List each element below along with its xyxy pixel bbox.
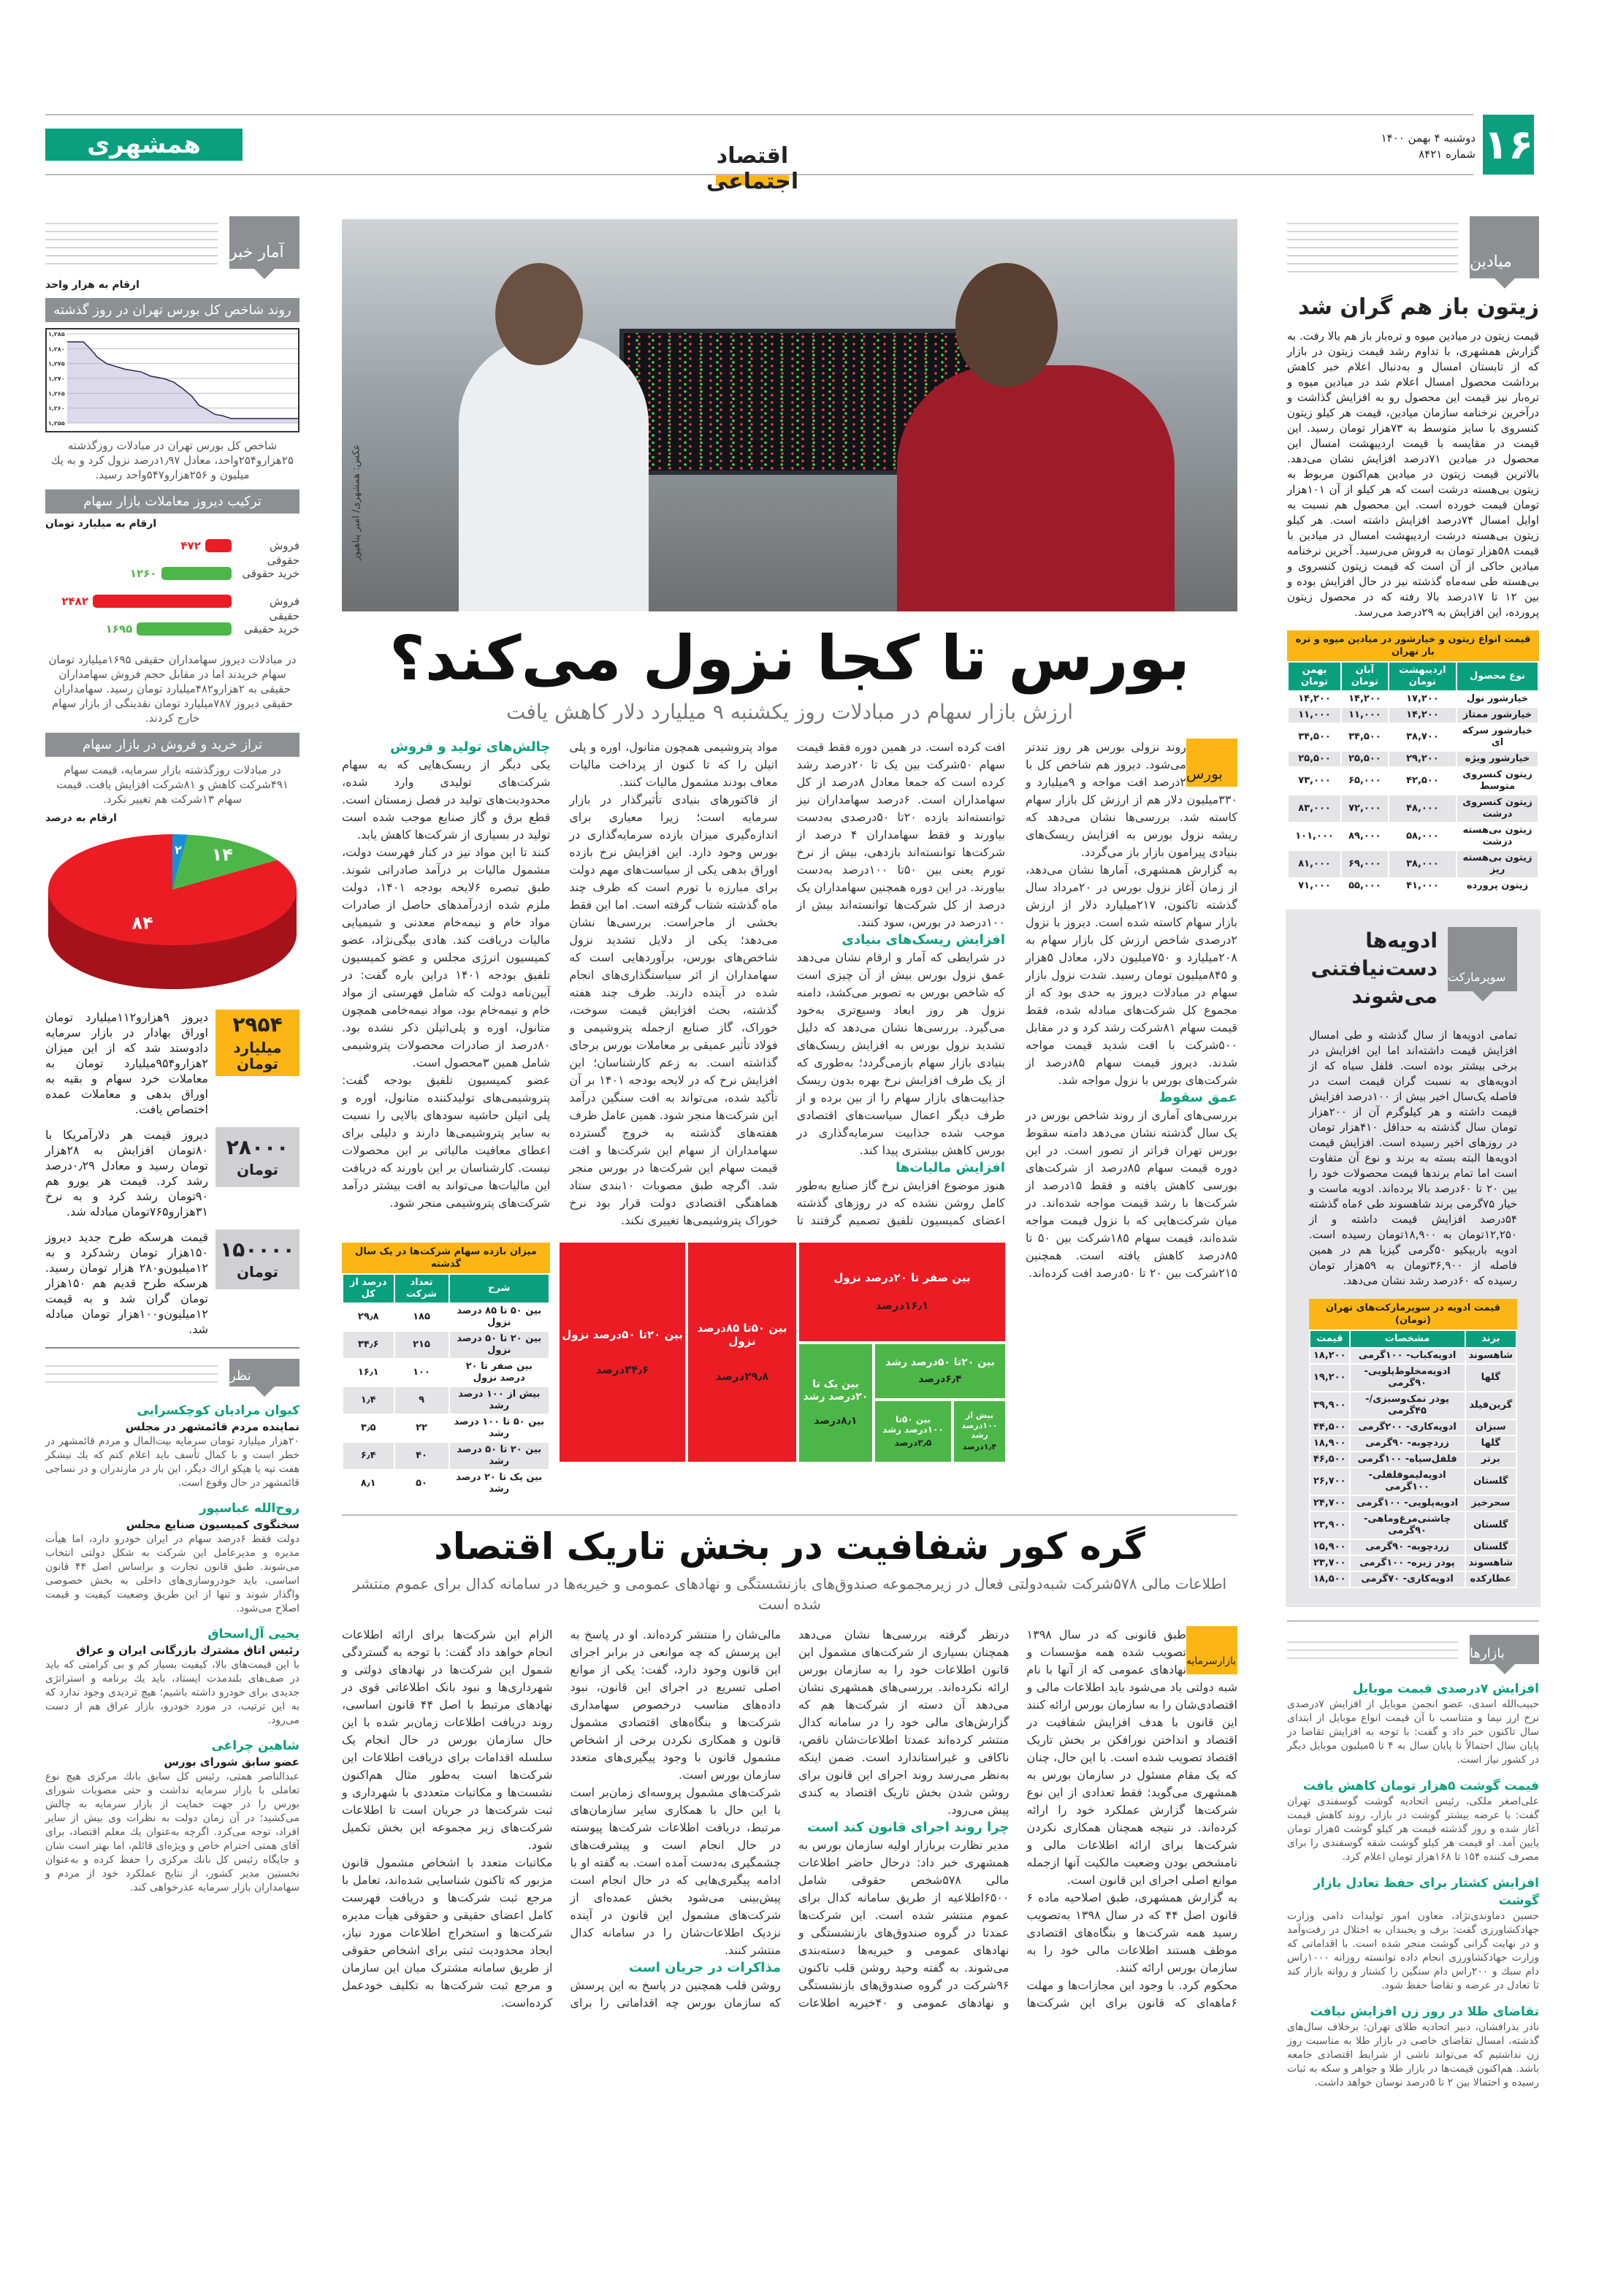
article-subheading: چرا روند اجرای قانون کند است	[807, 1819, 1009, 1835]
second-article-columns	[342, 1626, 1237, 2012]
photo-credit: عکس: همشهری/ امیر پناهپور	[351, 444, 362, 560]
y-tick-label: ۱,۲۶۰	[48, 405, 65, 412]
table-cell: ۱۸,۵۰۰	[1310, 1571, 1350, 1587]
table-cell: ۳۴٫۶	[343, 1331, 394, 1359]
market-news-item	[1287, 1874, 1539, 1993]
table-cell: ۸۱,۰۰۰	[1288, 850, 1341, 878]
table-cell: گرین‌فیلد	[1465, 1392, 1516, 1419]
market-news-text: نادر بذرافشان، دبیر اتحادیه طلای تهران: برخلاف سال‌های گذشته، امسال تقاضای خاصی در بازار طلا به مناسبت روز زن نداشتیم که می‌تواند ناشی از شرایط اقتصادی جامعه باشد. هم‌اکنون قیمت‌ها در بازار طلا و جواهر و سکه به ثبات رسیده و احتمالا بین ۲ تا ۵درصد نوسان خواهد داشت.	[1287, 2021, 1539, 2089]
table-row	[343, 1331, 549, 1359]
table-row	[1310, 1511, 1516, 1539]
table-title: میزان بازده سهام شرکت‌ها در یک سال گذشته	[342, 1243, 550, 1273]
column-header: نوع محصول	[1457, 662, 1538, 691]
table-row	[1288, 767, 1538, 795]
table-cell: ادویه‌کباب- ۱۰۰گرمی	[1350, 1348, 1465, 1364]
table-row	[1310, 1364, 1516, 1392]
table-cell: ۳۴,۵۰۰	[1288, 723, 1341, 751]
treemap-cell: بین صفر تا ۲۰درصد نزول ۱۶٫۱درصد	[799, 1243, 1005, 1341]
opinion-author: یحیی آل‌اسحاق	[207, 1627, 299, 1641]
column-header: تعداد شرکت	[394, 1274, 449, 1303]
article-subheading: افزایش ریسک‌های بنیادی	[841, 931, 1005, 947]
stat-text: دیروز ۹هزارو۱۱۲میلیارد تومان اوراق بهادار در بازار سرمایه دادوستد شد که از این میزان ۲هزارو۹۵۴میلیارد تومان به معاملات خرد سهام و بقیه به اوراق بدهی و معاملات عمده اختصاص یافت.	[45, 1010, 208, 1116]
bar-value-label: ۲۴۸۲	[61, 595, 88, 608]
table-cell: عطارکده	[1465, 1571, 1516, 1587]
trades-bar-chart	[45, 533, 299, 647]
table-row	[1310, 1571, 1516, 1587]
table-cell: ۸۳,۰۰۰	[1288, 795, 1341, 823]
table-cell: بین ۲۰ تا ۵۰ درصد نزول	[449, 1331, 549, 1359]
trades-unit-note: ارقام به میلیارد تومان	[45, 518, 157, 530]
table-cell: ادویه‌کاری- ۷۰گرمی	[1350, 1571, 1465, 1587]
table-cell: ۴۲,۵۰۰	[1389, 767, 1457, 795]
table-row	[1288, 878, 1538, 894]
column-header: آبان تومان	[1341, 662, 1389, 691]
table-row	[1288, 691, 1538, 707]
table-cell: بین ۵۰ تا ۱۰۰ درصد رشد	[449, 1414, 549, 1442]
table-cell: ۲۴,۷۰۰	[1310, 1495, 1350, 1511]
opinion-text: عبدالناصر همتی، رئیس کل سابق بانك مرکزی هیچ نوع تعاملی با بازار سرمایه نداشت و حتی مصوبات شورای بورس را در جهت حمایت از بازار سرمایه به چالش می‌کشید؛ در آن زمان دولت به نظرات وی بیش از سایر افراد، توجه می‌کرد. اگرچه به‌عنوان یك معلم اقتصاد، برای آقای همتی احترام خاص و ویژه‌ای قائلم، اما بهتر است شان و جایگاه رئیس کل بانك مرکزی را حفظ کرده و به‌عنوان نخستین مدیر کشور، از نتایج عملکرد خود از مردم و سهامداران بازار سرمایه عذرخواهی کند.	[45, 1771, 299, 1893]
table-row	[1288, 850, 1538, 878]
second-headline: گره کور شفافیت در بخش تاریک اقتصاد	[434, 1525, 1145, 1568]
y-tick-label: ۱,۲۵۵	[48, 420, 65, 427]
table-cell: گلستان	[1465, 1468, 1516, 1495]
table-cell: پودر نمک‌وسبزی/- ۴۵گرمی	[1350, 1392, 1465, 1419]
opinion-item	[45, 1738, 299, 1895]
table-cell: شاهسوند	[1465, 1348, 1516, 1364]
opinion-author: شاهین چراغی	[211, 1739, 299, 1753]
table-cell: ۶۵,۰۰۰	[1341, 767, 1389, 795]
table-cell: ۱۵,۹۰۰	[1310, 1539, 1350, 1555]
treemap-cell: بین ۲۰تا ۵۰درصد نزول ۳۴٫۶درصد	[560, 1243, 685, 1462]
issue-date: دوشنبه ۴ بهمن ۱۴۰۰	[1381, 131, 1476, 145]
middle-column	[342, 219, 1237, 2012]
treemap-cell: بین یک تا ۲۰درصد رشد ۸٫۱درصد	[799, 1344, 872, 1462]
market-news-title: تقاضای طلا در روز زن افزایش نیافت	[1310, 2005, 1539, 2019]
table-cell: زردچوبه- ۹۰گرمی	[1350, 1539, 1465, 1555]
bar-category-label: فروش حقیقی	[269, 595, 299, 622]
table-cell: برتر	[1465, 1452, 1516, 1468]
article-paragraph: روشن قلب همچنین در پاسخ به این پرسش که سازمان بورس چه اقداماتی را برای الزام این شرکت‌ها برای ارائه اطلاعات انجام خواهد داد گفت: با توجه به گستردگی شمول این شرکت‌ها در نهادهای دولتی و شهرداری‌ها و نبود بانک اطلاعاتی قوی در نهادهای مرتبط با اصل ۴۴ قانون اساسی، روند دریافت اطلاعات زمان‌بر شده با این حال سازمان بورس در حال انجام یک سلسله اقدامات برای دریافت اطلاعات این شرکت‌ها است به‌طور مثال هم‌اکنون نشست‌ها و مکاتبات متعددی با شهرداری و ثبت شرکت‌ها در جریان است تا اطلاعات شرکت‌های زیر مجموعه این بخش تکمیل شود.	[342, 1627, 781, 2010]
table-cell: سحرخیز	[1465, 1495, 1516, 1511]
returns-treemap	[560, 1243, 1005, 1462]
y-tick-label: ۱,۲۸۵	[48, 331, 65, 337]
table-row	[343, 1414, 549, 1442]
table-cell: ۸۹,۰۰۰	[1341, 823, 1389, 850]
table-cell: ادویه‌لیموفلفلی- ۱۰۰گرمی	[1350, 1468, 1465, 1495]
article-paragraph: طبق قانونی که در سال ۱۳۹۸ تصویب شده همه مؤسسات و نهادهای عمومی که از آنها با نام شبه دولتی یاد می‌شود باید اطلاعات مالی و اقتصادی‌شان را به سازمان بورس ارائه کنند این قانون با هدف افزایش شفافیت در اقتصاد و انداختن نورافکن بر بخش تاریک اقتصاد تصویب شده است. با این حال، چنان که یک مقام مسئول در سازمان بورس به همشهری می‌گوید: فقط تعدادی از این نوع شرکت‌ها گزارش عملکرد خود را ارائه کرده‌اند. در نتیجه همچنان همکاری نکردن شرکت‌ها برای ارائه اطلاعات مالی و نامشخص بودن وضعیت مالکیت آنها ازجمله موانع اصلی اجرای این قانون است.	[1026, 1627, 1237, 1887]
article-paragraph: به گزارش همشهری، آمارها نشان می‌دهد، از زمان آغاز نزول بورس در ۲۰مرداد سال گذشته تاکنون، ۲۱۷میلیارد دلار از ارزش بازار سهام کاسته شده است. دیروز با نزول ۲درصدی شاخص ارزش کل بازار سهام به ۲۰۸میلیارد و ۷۵۰میلیون دلار، معادل ۵هزار و ۸۴۵میلیون تومان رسید. شدت نزول بازار سهام در مبادلات دیروز به حدی بود که از مجموع کل شرکت‌های مبادله شده، فقط قیمت سهام ۸۱شرکت رشد کرد و در مقابل ۵۰۰شرکت با افت شدید قیمت مواجه شدند. دیروز قیمت سهام ۸۵درصد از شرکت‌های بورس با نزول مواجه شد.	[1026, 862, 1238, 1087]
table-row	[343, 1303, 549, 1331]
section-tag-markets: بازارها	[1470, 1635, 1539, 1664]
balance-pie-chart	[45, 827, 299, 999]
opinion-role: عضو سابق شورای بورس	[164, 1755, 299, 1769]
table-cell: ۳٫۵	[343, 1414, 394, 1442]
bar	[93, 595, 232, 608]
bar-category-label: خرید حقوقی	[242, 567, 299, 580]
table-cell: ۲۹,۲۰۰	[1389, 751, 1457, 767]
section-tag-opinion: نظر	[229, 1359, 299, 1387]
trades-chart-caption: در مبادلات دیروز سهامداران حقیقی ۱۶۹۵میلیارد تومان سهام خریدند اما در مقابل حجم فروش سهامداران حقیقی به ۲هزارو۴۸۲میلیارد تومان رسید. سهامداران حقیقی دیروز ۷۸۷میلیارد تومان نقدینگی از بازار سهام خارج کردند.	[48, 653, 297, 725]
article-tag-bourse: بورس	[1186, 739, 1237, 787]
article-paragraph: از فاکتورهای بنیادی تأثیرگذار در بازار سرمایه است؛ زیرا معیاری برای اندازه‌گیری میزان بازده سرمایه‌گذاری در بورس وجود دارد. این افزایش نرخ بازده اوراق بدهی یکی از سیاست‌های مهم دولت برای مبارزه با تورم است که ظرف چند ماه گذشته شتاب گرفته است. اما این فقط بخشی از ماجراست. بررسی‌ها نشان می‌دهد؛ یکی از دلایل تشدید نزول شاخص‌های بورس، برآوردهایی است که سهامداران از اثر سیاستگذاری‌های انجام شده در آینده دارند. ظرف چند هفته گذشته، بحث افزایش قیمت سوخت، خوراک، گاز صنایع ازجمله پتروشیمی و فولاد تأثیر عمیقی بر معاملات بورس برجای گذاشته است. به زعم کارشناسان؛ این افزایش نرخ که در لایحه بودجه ۱۴۰۱ بر آن تأکید شده، می‌تواند به افت سنگین درآمد این شرکت‌ها منجر شود. همین عامل ظرف هفته‌های گذشته به خروج گسترده سهامداران از سهام این شرکت‌ها و افت قیمت سهام این شرکت‌ها در بورس منجر شد. اگرچه طبق مصوبات ۱۰بندی ستاد هماهنگی اقتصادی دولت قرار بود نرخ خوراک پتروشیمی‌ها تغییری نکند.	[569, 792, 778, 1227]
table-cell: چاشنی‌مرغ‌وماهی- ۹۰گرمی	[1350, 1511, 1465, 1539]
table-cell: سبزان	[1465, 1419, 1516, 1435]
treemap-cell: بین ۲۰تا ۵۰درصد رشد ۶٫۴درصد	[875, 1344, 1005, 1398]
treemap-cell: بین ۵۰تا ۸۵درصد نزول ۲۹٫۸درصد	[688, 1243, 796, 1462]
table-cell: ۷۱,۰۰۰	[1288, 878, 1341, 894]
column-header: مشخصات	[1350, 1330, 1465, 1348]
article-subheading: مذاکرات در جریان است	[628, 1959, 781, 1975]
table-cell: بیش از ۱۰۰ درصد رشد	[449, 1387, 549, 1414]
table-row	[1310, 1539, 1516, 1555]
table-row	[343, 1387, 549, 1414]
table-cell: ۱۸,۲۰۰	[1310, 1348, 1350, 1364]
article-paragraph: شرکت‌های مشمول پروسه‌ای زمان‌بر است با این حال با همکاری سایر سازمان‌های مرتبط، دریافت اطلاعات شرکت‌ها پیوسته در حال انجام است و پیشرفت‌های چشمگیری به‌دست آمده است. به گفته او با ادامه پیگیری‌هایی که در حال انجام است پیش‌بینی می‌شود بخش عمده‌ای از شرکت‌های مشمول این قانون در آینده نزدیک اطلاعات‌شان را در سامانه کدال منتشر کنند.	[570, 1785, 781, 1957]
table-cell: ۱۸,۹۰۰	[1310, 1435, 1350, 1452]
market-news-item	[1287, 1777, 1539, 1864]
article-paragraph: مدیر نظارت بربازار اولیه سازمان بورس به همشهری خبر داد: درحال حاضر اطلاعات مالی ۵۷۸شخص حقوقی شامل ۶۵۰۰اطلاعیه از طریق سامانه کدال برای عموم منتشر شده است. این شرکت‌ها عمدتا در گروه صندوق‌های بازنشستگی و نهادهای عمومی و خیریه‌ها دسته‌بندی می‌شوند. به گفته وحید روشن قلب تاکنون ۹۶شرکت در گروه صندوق‌های بازنشستگی و نهادهای عمومی و ۴۰خیریه اطلاعات مالی‌شان را منتشر کرده‌اند. او در پاسخ به این پرسش که چه موانعی در برابر اجرای این قانون وجود دارد، گفت: یکی از موانع اصلی تسریع در اجرای این قانون، نبود داده‌های مناسب درخصوص سهامداری شرکت‌ها و بنگاه‌های اقتصادی مشمول قانون و همکاری نکردن برخی از اشخاص مشمول قانون با وجود پیگیری‌های متعدد سازمان بورس است.	[570, 1627, 1009, 2010]
table-cell: بین صفر تا ۲۰ درصد نزول	[449, 1359, 549, 1387]
stat-highlight: ۱۵۰۰۰۰ تومان	[215, 1229, 299, 1289]
table-cell: ۶۹,۰۰۰	[1341, 850, 1389, 878]
stat-block	[45, 1010, 299, 1117]
market-news-text: حبیب‌الله اسدی، عضو انجمن موبایل از افزایش ۷درصدی نرخ ارز نیما و متناسب با آن قیمت انواع موبایل از ابتدای سال تاکنون خبر داد و گفت: با توجه به افزایش تقاضا در پایان سال احتمالاً تا پایان سال به ۴ تا ۵میلیون موبایل دیگر در کشور نیاز است.	[1287, 1698, 1540, 1766]
olive-article: قیمت زیتون در میادین میوه و تره‌بار باز هم بالا رفت. به گزارش همشهری، با تداوم رشد قیمت زیتون در بازار که از تابستان امسال و به‌دنبال اعلام خبر کاهش برداشت محصول امسال اعلام شد در میادین میوه و تره‌بار نیز قیمت این محصول رو به افزایش گذاشت و درآخرین نرخنامه سازمان میادین، قیمت هر کیلو زیتون کنسروی با سایز متوسط به ۷۳هزار تومان رسید. این قیمت در مقایسه با قیمت اردیبهشت امسال این محصول در میادین ۷۱درصد افزایش نشان می‌دهد. بالاترین قیمت زیتون در میادین هم‌اکنون مربوط به زیتون بی‌هسته درشت است که هر کیلو از آن ۱۰۱هزار تومان قیمت خورده است. این محصول هم نسبت به اوایل امسال ۷۴درصد افزایش داشته است. هر کیلو زیتون بی‌هسته درشت اردیبهشت امسال در میادین با قیمت ۵۸هزار تومان به فروش می‌رسید. آخرین نرخنامه میادین حاکی از آن است که قیمت زیتون کنسروی و بی‌هسته طی سه‌ماه گذشته نیز در حال افزایش بوده و بین ۱۲ تا ۱۷درصد بالا رفته که در محصول زیتون پرورده، این افزایش به ۲۹درصد می‌رسد.	[1287, 329, 1539, 619]
column-header: اردیبهشت تومان	[1389, 662, 1457, 691]
opinion-text: ۲۰هزار میلیارد تومان سرمایه بیت‌المال و مردم قائمشهر در خطر است و با کمال تأسف باید اعلام کنم که یك نیشکر هفت تپه یا هپکو اراك دیگر، این بار در مازندران و در نساجی قائمشهر در حال وقوع است.	[45, 1435, 299, 1489]
table-cell: پودر زیره- ۱۰۰گرمی	[1350, 1555, 1465, 1571]
table-row	[1288, 823, 1538, 850]
table-row	[1288, 795, 1538, 823]
opinion-item	[45, 1626, 299, 1728]
supermarket-box	[1286, 909, 1541, 1607]
bar-value-label: ۴۷۲	[180, 539, 201, 552]
article-paragraph: به گزارش همشهری، طبق اصلاحیه ماده ۶ قانون اصل ۴۴ که در سال ۱۳۹۸ به‌تصویب رسید همه شرکت‌ها و بنگاه‌های اقتصادی موظف هستند اطلاعات مالی خود را به سازمان بورس ارائه کنند.	[1026, 1890, 1237, 1975]
index-line-chart	[45, 328, 299, 432]
opinion-author: روح‌الله عباسپور	[199, 1501, 299, 1516]
stat-highlight: ۲۹۵۴ میلیارد تومان	[215, 1010, 299, 1076]
article-paragraph: در شرایطی که آمار و ارقام نشان می‌دهد عمق نزول بورس بیش از آن چیزی است که شاخص بورس به تصویر می‌کشد، دامنه نزول هر روز ابعاد وسیع‌تری به‌خود می‌گیرد. بررسی‌ها نشان می‌دهد که دلیل تشدید نزول بورس به افزایش ریسک‌های بنیادی بازار سهام بازمی‌گردد؛ به‌طوری که از یک طرف افزایش نرخ بهره بدون ریسک جذابیت‌های بازار سهام را از بین برده و از طرف دیگر اعمال سیاست‌های اقتصادی موجب شده جذابیت سرمایه‌گذاری در بورس کاهش بیشتری پیدا کند.	[796, 950, 1005, 1157]
table-cell: گلستان	[1465, 1511, 1516, 1539]
table-cell: زیتون کنسروی متوسط	[1457, 767, 1538, 795]
table-cell: ادویه‌کاری- ۲۰۰گرمی	[1350, 1419, 1465, 1435]
stat-block	[45, 1229, 299, 1337]
table-cell: ۱۴,۲۰۰	[1341, 691, 1389, 707]
table-cell: ۱۱,۰۰۰	[1288, 707, 1341, 723]
article-subheading: عمق سقوط	[1159, 1089, 1237, 1105]
article-paragraph: کنند تا این مواد نیز در کنار فهرست دولت، مشمول مالیات بر درآمد صادراتی شوند. طبق تبصره ۶لایحه بودجه ۱۴۰۱، دولت ملزم شده ازدرآمدهای حاصل از صادرات مواد خام و نیمه‌خام معدنی و شیمیایی مالیات دریافت کند. هادی بیگی‌نژاد، عضو کمیسیون انرژی مجلس و عضو کمیسیون تلفیق بودجه ۱۴۰۱ دراین باره گفت: در آیین‌نامه دولت که شامل فهرستی از مواد خام و نیمه‌خام بود، مواد نیمه‌خامی همچون متانول، اوره و پلی‌اتیلن ذکر نشده بود. ۸۰درصد از صادرات محصولات پتروشیمی شامل همین ۳محصول است.	[342, 844, 551, 1069]
table-cell: ۱۸۵	[394, 1303, 449, 1331]
table-row	[1310, 1419, 1516, 1435]
bar	[137, 622, 232, 636]
article-subheading: چالش‌های تولید و فروش	[390, 739, 551, 755]
table-cell: ۳۸,۰۰۰	[1389, 850, 1457, 878]
left-column	[45, 216, 299, 1905]
issue-number: شماره ۸۴۲۱	[1419, 148, 1476, 161]
newspaper-logo: همشهری	[45, 129, 243, 161]
table-row	[1288, 723, 1538, 751]
index-chart-title: روند شاخص کل بورس تهران در روز گذشته	[45, 298, 299, 322]
main-subheadline: ارزش بازار سهام در مبادلات روز یکشنبه ۹ میلیارد دلار کاهش یافت	[506, 699, 1073, 724]
table-cell: بین ۵۰ تا ۸۵ درصد نزول	[449, 1303, 549, 1331]
table-row	[1310, 1452, 1516, 1468]
bar-category-label: فروش حقوقی	[267, 539, 299, 567]
y-tick-label: ۱,۲۷۵	[48, 360, 65, 367]
table-cell: زیتون بی‌هسته درشت	[1457, 823, 1538, 850]
article-paragraph: عضو کمیسیون تلفیق بودجه گفت: پتروشیمی‌های تولیدکننده متانول، اوره و پلی اتیلن حاشیه سودهای بالایی را نسبت به سایر پتروشیمی‌ها دارند و دلیلی برای اعطای معافیت مالیاتی بر این محصولات نیست. کارشناسان بر این باورند که دریافت این مالیات‌ها می‌تواند به افت بیشتر درآمد شرکت‌های پتروشیمی منجر شود.	[342, 1072, 551, 1210]
table-row	[1310, 1555, 1516, 1571]
table-cell: زیتون بی‌هسته ریز	[1457, 850, 1538, 878]
table-cell: بین یک تا ۲۰ درصد رشد	[449, 1470, 549, 1498]
treemap-cell: بیش از ۱۰۰درصد رشد ۱٫۴درصد	[954, 1401, 1005, 1462]
page-number: ۱۶	[1483, 115, 1534, 175]
main-article	[342, 739, 1237, 1498]
y-tick-label: ۱,۲۷۰	[48, 375, 65, 382]
article-subheading: افزایش مالیات‌ها	[896, 1159, 1005, 1175]
table-cell: ۱۰۰	[394, 1359, 449, 1387]
table-row	[343, 1442, 549, 1470]
bar-value-label: ۱۶۹۵	[105, 622, 133, 636]
article-columns	[342, 739, 1005, 1229]
table-cell: ۶٫۴	[343, 1442, 394, 1470]
article-column	[1026, 739, 1237, 1282]
index-chart-caption: شاخص کل بورس تهران در مبادلات روزگذشته ۲۵هزارو۲۵۴واحد، معادل ۱٫۹۷درصد نزول کرد و به یك میلیون و ۲۵۶هزارو۵۴۷واحد رسید.	[51, 439, 294, 481]
table-cell: ۳۴,۵۰۰	[1341, 723, 1389, 751]
table-cell: گلها	[1465, 1435, 1516, 1452]
table-cell: ۱۷,۲۰۰	[1389, 691, 1457, 707]
table-row	[1288, 707, 1538, 723]
table-cell: فلفل‌سیاه- ۱۰۰گرمی	[1350, 1452, 1465, 1468]
table-cell: ۱۹,۲۰۰	[1310, 1364, 1350, 1392]
bar	[205, 539, 232, 552]
table-cell: ۱۱,۰۰۰	[1341, 707, 1389, 723]
table-cell: زیتون پرورده	[1457, 878, 1538, 894]
section-tag-squares: میادین	[1470, 216, 1539, 278]
table-cell: زردچوبه- ۹۰گرمی	[1350, 1435, 1465, 1452]
table-cell: ۲۹٫۸	[343, 1303, 394, 1331]
table-cell: ۸٫۱	[343, 1470, 394, 1498]
spice-headline: ادویه‌ها دست‌نیافتنی می‌شوند	[1310, 928, 1438, 1008]
article-paragraph: یکی دیگر از ریسک‌هایی که به سهام شرکت‌های تولیدی وارد شده، محدودیت‌های تولید در فصل زمستان است. قطع برق و گاز صنایع موجب شده است تولید در بسیاری از شرکت‌ها کاهش یابد.	[342, 757, 551, 842]
table-cell: خیارشور ممتاز	[1457, 707, 1538, 723]
opinion-list	[45, 1403, 299, 1895]
table-cell: زیتون کنسروی درشت	[1457, 795, 1538, 823]
table-cell: ۴۱,۰۰۰	[1389, 878, 1457, 894]
article-paragraph: مکاتبات متعدد با اشخاص مشمول قانون مزبور که تاکنون شناسایی شده‌اند، تعامل با مرجع ثبت شرکت‌ها و دریافت فهرست کامل اعضای حقیقی و حقوقی هیأت مدیره شرکت‌ها و استخراج اطلاعات مورد نیاز، ایجاد محدودیت ثبتی برای اشخاص حقوقی از طریق سامانه مشترک میان این سازمان و مرجع ثبت شرکت‌ها به تکلیف خودعمل کرده‌است.	[342, 1855, 553, 2010]
stat-text: قیمت هرسکه طرح جدید دیروز ۱۵۰هزار تومان رشدکرد و به ۱۲میلیون‌و۲۸۰ هزار تومان رسید. هرسکه طرح قدیم هم ۱۵۰هزار تومان گران شد و به قیمت ۱۲میلیون‌و۱۰۰هزار تومان مبادله شد.	[45, 1230, 208, 1336]
returns-table	[342, 1243, 550, 1498]
article-paragraph: افت کرده است. در همین دوره فقط قیمت سهام ۵۰شرکت بین یک تا ۲۰درصد رشد کرده است که جمعا معادل ۸درصد از کل سهامداران است. ۶درصد سهامداران نیز توانسته‌اند بازده ۲۰تا ۵۰درصدی به‌دست بیاورند و فقط سهامداران ۴ درصد از شرکت‌ها توانسته‌اند بازدهی، بیش از نرخ تورم یعنی بین ۵۰تا ۱۰۰درصد به‌دست بیاورند. در این دوره همچنین سهامداران یک درصد از کل شرکت‌ها توانسته‌اند بیش از ۱۰۰درصد در بورس، سود کنند.	[796, 739, 1006, 929]
table-row	[1310, 1348, 1516, 1364]
table-cell: ۷۳,۰۰۰	[1288, 767, 1341, 795]
column-header: برند	[1465, 1330, 1516, 1348]
table-cell: ۲۶,۷۰۰	[1310, 1468, 1350, 1495]
market-news-item	[1287, 1680, 1539, 1767]
column-header: درصد از کل	[343, 1274, 394, 1303]
table-cell: ۲۳,۷۰۰	[1310, 1555, 1350, 1571]
second-subheadline: اطلاعات مالی ۵۷۸شرکت شبه‌دولتی فعال در زیرمجموعه صندوق‌های بازنشستگی و نهادهای عمومی و خیریه‌ها در سامانه کدال برای عموم منتشر شده است	[352, 1574, 1227, 1613]
table-cell: ۵۸,۰۰۰	[1389, 823, 1457, 850]
olive-headline: زیتون باز هم گران شد	[1298, 294, 1539, 320]
trades-chart-title: ترکیب دیروز معاملات بازار سهام	[45, 489, 299, 514]
table-cell: خیارشور نول	[1457, 691, 1538, 707]
market-news-text: علی‌اصغر ملکی، رئیس اتحادیه گوشت گوسفندی تهران گفت: با عرضه بیشتر گوشت در بازار، روند کاهش قیمت آغاز شده و روز گذشته قیمت هر کیلو گوشت ۵هزار تومان پایین آمد. او قیمت هر کیلو گوشت شقه گوسفندی را برای مصرف کننده ۱۵۴ تا ۱۶۸هزار تومان اعلام کرد.	[1287, 1796, 1539, 1863]
article-paragraph: محکوم کرد. با وجود این مجازات‌ها و مهلت ۶ماهه‌ای که قانون برای این شرکت‌ها درنظر گرفته بررسی‌ها نشان می‌دهد همچنان بسیاری از شرکت‌های مشمول این قانون اطلاعات خود را به سازمان بورس ارائه نکرده‌اند. بررسی‌های همشهری نشان می‌دهد آن دسته از شرکت‌ها هم که گزارش‌های مالی خود را در سامانه کدال منتشر کرده‌اند عمدتا اطلاعات‌شان ناقص، ناکافی و غیراستاندارد است. ضمن اینکه به‌نظر می‌رسد روند اجرای این قانون برای روشن شدن بخش تاریک اقتصاد به کندی پیش می‌رود.	[798, 1627, 1237, 2010]
market-news-item	[1287, 2003, 1539, 2090]
table-cell: خیارشور ویژه	[1457, 751, 1538, 767]
article-paragraph: روند نزولی بورس هر روز تندتر می‌شود. دیروز هم شاخص کل با ۲درصد افت مواجه و ۹میلیارد و ۳۳۰میلیون دلار هم از ارزش کل بازار سهام کاسته شد. بررسی‌ها نشان می‌دهد که ریشه نزول بورس به افزایش ریسک‌های بنیادی پیرامون بازار باز می‌گردد.	[1026, 739, 1237, 859]
stock-exchange-photo	[342, 219, 1237, 611]
table-title: قیمت انواع زیتون و خیارشور در میادین میوه و تره بار تهران	[1287, 630, 1539, 661]
stat-text: دیروز قیمت هر دلارآمریکا با ۸۰تومان افزایش به ۲۸هزار تومان رسید و معادل ۰٫۲۹درصد رشد کرد. قیمت هر یورو هم ۹۰تومان رشد کرد و به نرخ ۳۱هزارو۷۶۵تومان مبادله شد.	[45, 1128, 208, 1218]
table-cell: ۱۴,۲۰۰	[1389, 707, 1457, 723]
table-cell: ۲۵,۵۰۰	[1341, 751, 1389, 767]
pie-slice-label: ۱۴	[211, 844, 233, 865]
pie-slice-label: ۸۴	[131, 912, 153, 934]
opinion-author: کیوان مرادیان کوچکسرایی	[137, 1403, 299, 1418]
table-cell: ۲۵,۵۰۰	[1288, 751, 1341, 767]
table-row	[1310, 1468, 1516, 1495]
table-row	[1288, 751, 1538, 767]
pie-slice-label: ۲	[175, 843, 182, 858]
column-header: شرح	[449, 1274, 549, 1303]
treemap-cell: بین ۵۰تا ۱۰۰درصد رشد ۳٫۵درصد	[875, 1401, 951, 1462]
table-cell: ۳۸,۷۰۰	[1389, 723, 1457, 751]
table-cell: شاهسوند	[1465, 1555, 1516, 1571]
table-cell: ۵۰	[394, 1470, 449, 1498]
y-tick-label: ۱,۲۶۵	[48, 390, 65, 397]
right-column	[1287, 216, 1539, 2100]
table-cell: ۴۴,۵۰۰	[1310, 1419, 1350, 1435]
table-cell: ۲۳,۹۰۰	[1310, 1511, 1350, 1539]
table-cell: گلها	[1465, 1364, 1516, 1392]
column-header: قیمت	[1310, 1330, 1350, 1348]
table-title: قیمت ادویه در سوپرمارکت‌های تهران (تومان)	[1309, 1299, 1517, 1330]
opinion-item	[45, 1403, 299, 1490]
opinion-role: سخنگوی کمیسیون صنایع مجلس	[126, 1518, 299, 1531]
section-tag-supermarket: سوپرمارکت	[1448, 927, 1517, 991]
table-row	[343, 1470, 549, 1498]
balance-chart-title: تراز خرید و فروش در بازار سهام	[45, 733, 299, 757]
column-header: بهمن تومان	[1288, 662, 1341, 691]
spice-article: تمامی ادویه‌ها از سال گذشته و طی امسال افزایش قیمت داشته‌اند اما این افزایش در برخی بیشتر بوده است. فلفل سیاه که از ادویه‌های به نسبت گران قیمت است در فاصله یک‌سال اخیر بیش از ۱۰۰درصد افزایش قیمت داشته و هر کیلوگرم آن از ۲۰۰هزار تومان سال گذشته به حداقل ۴۱۰هزار تومان در روزهای اخیر رسیده است. افزایش قیمت ادویه‌ها البته بسته به برند و نوع آن متفاوت است اما تمام برندها قیمت محصولات خود را بین ۲۰ تا ۶۰درصد بالا برده‌اند. ادویه ماست و خیار ۷۵گرمی برند شاهسوند طی ۶ماه گذشته ۵۴درصد افزایش قیمت داشته و از ۱۲,۲۵۰تومان به ۱۸,۹۰۰تومان رسیده است. ادویه باربیکیو ۵۰گرمی گیزیا هم در همین فاصله از ۳۶,۹۰۰تومان به ۵۹هزار تومان رسیده که ۶۰درصد رشد نشان می‌دهد.	[1309, 1029, 1518, 1287]
opinion-item	[45, 1500, 299, 1616]
table-row	[343, 1359, 549, 1387]
table-row	[1310, 1495, 1516, 1511]
olive-price-table	[1287, 630, 1539, 895]
table-row	[1310, 1392, 1516, 1419]
table-cell: ۷۲,۰۰۰	[1341, 795, 1389, 823]
table-cell: بین ۲۰ تا ۵۰ درصد رشد	[449, 1442, 549, 1470]
table-cell: ۴۶,۵۰۰	[1310, 1452, 1350, 1468]
chart-unit-note: ارقام به هزار واحد	[45, 279, 140, 291]
stat-block	[45, 1127, 299, 1219]
bar-value-label: ۱۲۶۰	[129, 567, 157, 580]
bar	[161, 567, 232, 580]
article-paragraph: بررسی‌های آماری از روند شاخص بورس در یک سال گذشته نشان می‌دهد دامنه سقوط بورس تهران فراتر از تصور است. در این دوره قیمت سهام ۸۵درصد از شرکت‌های بورسی کاهش یافته و فقط ۱۵درصد از شرکت‌ها با رشد قیمت مواجه شده‌اند. در میان شرکت‌هایی که با نزول قیمت مواجه شده‌اند، قیمت سهام ۱۸۵شرکت بین ۵۰ تا ۸۵درصد کاهش یافته است. همچنین ۲۱۵شرکت بین ۲۰ تا ۵۰درصد افت کرده‌اند.	[1026, 1107, 1238, 1280]
article-tag-capital-market: بازارسرمایه	[1186, 1626, 1237, 1674]
balance-chart-caption: در مبادلات روزگذشته بازار سرمایه، قیمت سهام ۴۹۱شرکت کاهش و ۸۱شرکت افزایش یافت. قیمت سهام ۱۳شرکت هم تغییر نکرد.	[56, 763, 289, 806]
table-cell: ۲۱۵	[394, 1331, 449, 1359]
article-paragraph: هنوز موضوع افزایش نرخ گاز صنایع به‌طور کامل روشن نشده که در روزهای گذشته اعضای کمیسیون تلفیق تصمیم گرفتند تا مواد پتروشیمی همچون متانول، اوره و پلی اتیلن را که تا کنون از پرداخت مالیات معاف بودند مشمول مالیات کنند.	[569, 739, 1005, 1227]
table-cell: ۴۸,۰۰۰	[1389, 795, 1457, 823]
markets-list	[1287, 1680, 1539, 2090]
table-cell: ۱٫۴	[343, 1387, 394, 1414]
opinion-text: دولت فقط ۶درصد سهام در ایران خودرو دارد، اما هیأت مدیره و مدیرعامل این شرکت به شکل دولتی انتخاب می‌شوند. طبق قانون تجارت و براساس اصل ۴۴ قانون اساسی، باید خودروسازی‌های داخلی به بخش خصوصی واگذار شوند و تنها از این طریق وضعیت کیفیت و قیمت اصلاح می‌شود.	[45, 1533, 300, 1614]
market-news-title: افزایش ۷درصدی قیمت موبایل	[1352, 1682, 1539, 1696]
table-cell: ۹	[394, 1387, 449, 1414]
table-cell: ۱۴,۲۰۰	[1288, 691, 1341, 707]
bar-category-label: خرید حقیقی	[244, 622, 299, 636]
table-cell: خیارشور سرکه ای	[1457, 723, 1538, 751]
table-cell: گلستان	[1465, 1539, 1516, 1555]
opinion-role: نماینده مردم قائمشهر در مجلس	[125, 1420, 299, 1433]
spice-price-table	[1309, 1299, 1517, 1588]
market-news-text: حسین دماوندی‌نژاد، معاون امور تولیدات دامی وزارت جهادکشاورزی گفت: برف و یخبندان به اختلال در رفت‌وآمد و در نهایت گرانی گوشت منجر شده است. با اقداماتی که وزارت جهادکشاورزی انجام داده توانسته روزانه ۱۰۰۰راس دام سبك و ۲۰۰راس دام سنگین را کشتار و روانه بازار کند تا تعادل در عرضه و تقاضا حفظ شود.	[1287, 1910, 1539, 1991]
section-tag-stats: آمار خبر	[229, 216, 299, 269]
table-cell: ۳۹,۹۰۰	[1310, 1392, 1350, 1419]
market-news-title: افزایش کشتار برای حفظ تعادل بازار گوشت	[1313, 1876, 1539, 1908]
opinion-role: رئیس اتاق مشترك بازرگانی ایران و عراق	[76, 1644, 299, 1657]
table-cell: ۱۶٫۱	[343, 1359, 394, 1387]
main-headline: بورس تا کجا نزول می‌کند؟	[389, 622, 1190, 694]
table-row	[1310, 1435, 1516, 1452]
stat-highlight: ۲۸۰۰۰ تومان	[215, 1127, 299, 1187]
section-title: اقتصاد اجتماعی	[706, 143, 799, 194]
table-cell: ۲۲	[394, 1414, 449, 1442]
y-tick-label: ۱,۲۸۰	[48, 346, 65, 353]
opinion-text: با این قیمت‌های بالا، کیفیت بسیار کم و بی کرامتی که باید در صف‌های بلندمدت ایستاد، باید یك برنامه و استراتژی جدیدی برای خودرو داشته باشیم؛ هیچ تردیدی وجود ندارد که به این ترتیب، در مورد خودرو، بازار عراق هم از دست می‌رود.	[45, 1659, 299, 1726]
table-cell: ادویه‌مخلوط‌پلویی- ۹۰گرمی	[1350, 1364, 1465, 1392]
market-news-title: قیمت گوشت ۵هزار تومان کاهش یافت	[1302, 1779, 1539, 1793]
balance-unit-note: ارقام به درصد	[45, 812, 117, 824]
table-cell: ۵۵,۰۰۰	[1341, 878, 1389, 894]
table-cell: ۴۰	[394, 1442, 449, 1470]
table-cell: ادویه‌پلویی- ۱۰۰گرمی	[1350, 1495, 1465, 1511]
table-cell: ۱۰۱,۰۰۰	[1288, 823, 1341, 850]
